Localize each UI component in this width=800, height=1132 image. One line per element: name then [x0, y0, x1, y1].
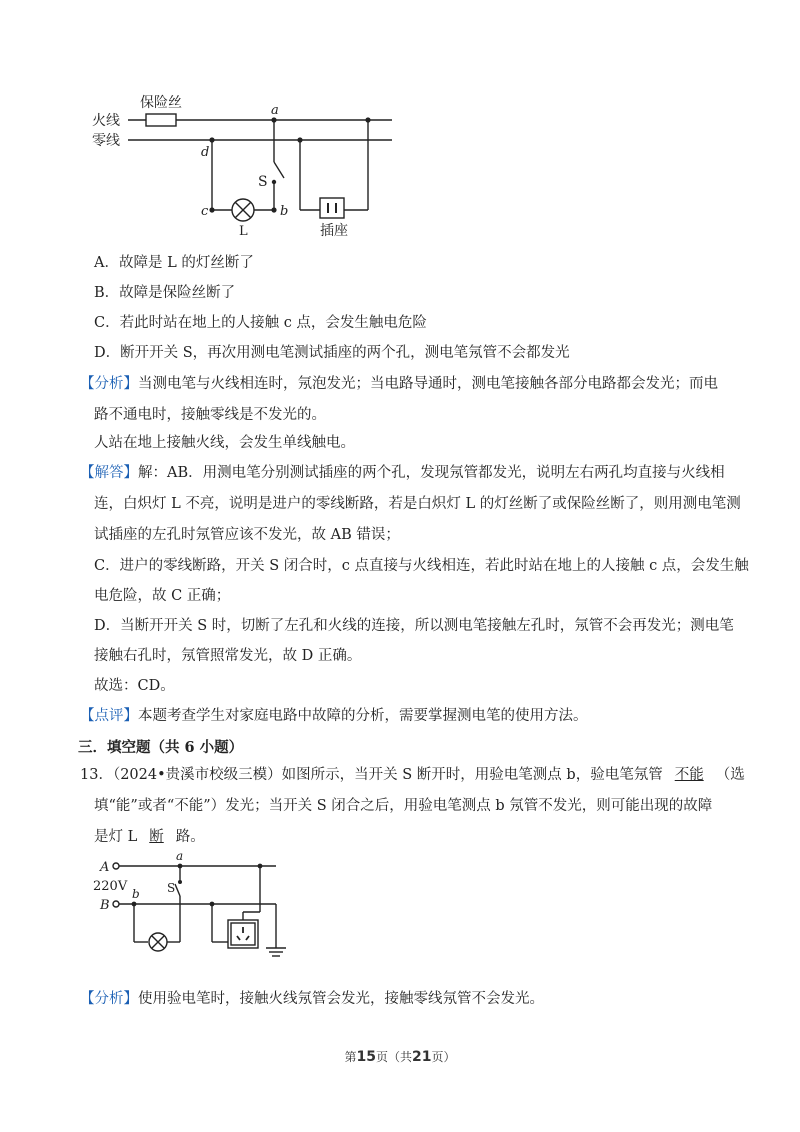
- total-page-number: 21: [412, 1049, 432, 1065]
- question-13-analysis: 【分析】使用验电笔时，接触火线氖管会发光，接触零线氖管不会发光。: [80, 991, 544, 1007]
- analysis-line-2: 路不通电时，接触零线是不发光的。: [94, 407, 326, 423]
- page-footer: 第15页（共21页）: [344, 1049, 456, 1065]
- point-a-label: a: [271, 103, 279, 118]
- terminal-b-label: B: [100, 898, 110, 913]
- point-b-label-2: b: [132, 887, 140, 901]
- q13-analysis-tag: 【分析】: [80, 991, 138, 1007]
- comment-paragraph: 【点评】本题考查学生对家庭电路中故障的分析，需要掌握测电笔的使用方法。: [80, 708, 588, 724]
- section-heading: 三．填空题（共 6 小题）: [78, 739, 244, 756]
- option-c: C．若此时站在地上的人接触 c 点，会发生触电危险: [94, 315, 427, 331]
- socket-label: 插座: [320, 223, 348, 239]
- question-13-line-2: 填“能”或者“不能”）发光；当开关 S 闭合之后，用验电笔测点 b 氖管不发光，则可能出现的故障: [94, 798, 713, 814]
- solution-line-2: 连，白炽灯 L 不亮，说明是进户的零线断路，若是白炽灯 L 的灯丝断了或保险丝断了，则用测电笔测: [94, 496, 741, 512]
- analysis-line-3: 人站在地上接触火线，会发生单线触电。: [94, 435, 355, 451]
- answer-blank-1: 不能: [674, 767, 704, 783]
- live-wire-label: 火线: [92, 113, 120, 129]
- terminal-a-label: A: [100, 860, 110, 875]
- solution-paragraph: 【解答】解：AB．用测电笔分别测试插座的两个孔，发现氖管都发光，说明左右两孔均直接与火线相: [80, 465, 725, 481]
- circuit-diagram-1: [80, 92, 410, 242]
- current-page-number: 15: [356, 1049, 376, 1065]
- fuse-label: 保险丝: [140, 95, 182, 111]
- option-d: D．断开开关 S，再次用测电笔测试插座的两个孔，测电笔氖管不会都发光: [94, 345, 570, 361]
- switch-label: S: [258, 174, 268, 190]
- analysis-tag: 【分析】: [80, 376, 138, 392]
- solution-line-5: 电危险，故 C 正确；: [94, 588, 231, 604]
- neutral-wire-label: 零线: [92, 133, 120, 149]
- question-13-line-1: 13．（2024•贵溪市校级三模）如图所示，当开关 S 断开时，用验电笔测点 b，验电笔氖管 不能 （选: [80, 764, 720, 786]
- point-d-label: d: [201, 145, 210, 160]
- solution-line-6: D．当断开开关 S 时，切断了左孔和火线的连接，所以测电笔接触左孔时，氖管不会再发光；测电笔: [94, 618, 734, 634]
- solution-line-7: 接触右孔时，氖管照常发光，故 D 正确。: [94, 648, 362, 664]
- solution-line-3: 试插座的左孔时氖管应该不发光，故 AB 错误；: [94, 527, 400, 543]
- lamp-label: L: [239, 224, 248, 239]
- switch-label-2: S: [167, 881, 176, 895]
- solution-line-8: 故选：CD。: [94, 678, 175, 694]
- question-13-line-3: 是灯 L 断 路。: [94, 826, 734, 848]
- point-a-label-2: a: [176, 849, 184, 863]
- analysis-paragraph: 【分析】当测电笔与火线相连时，氖泡发光；当电路导通时，测电笔接触各部分电路都会发光；而电: [80, 376, 718, 392]
- option-a: A．故障是 L 的灯丝断了: [94, 255, 254, 271]
- option-b: B．故障是保险丝断了: [94, 285, 236, 301]
- voltage-label: 220V: [93, 879, 128, 894]
- comment-tag: 【点评】: [80, 708, 138, 724]
- solution-tag: 【解答】: [80, 465, 138, 481]
- point-b-label: b: [280, 204, 289, 219]
- point-c-label: c: [201, 204, 209, 219]
- solution-line-4: C．进户的零线断路，开关 S 闭合时，c 点直接与火线相连，若此时站在地上的人接触 c 点，会发生触: [94, 558, 749, 574]
- answer-blank-2: 断: [149, 829, 164, 845]
- circuit-diagram-2: [90, 848, 300, 966]
